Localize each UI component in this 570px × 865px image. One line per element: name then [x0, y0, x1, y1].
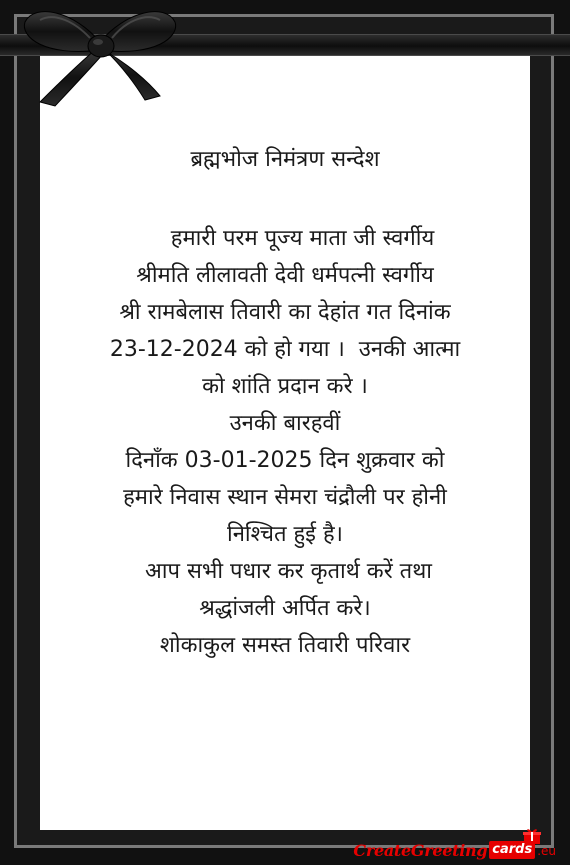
message-line: शोकाकुल समस्त तिवारी परिवार — [159, 633, 411, 658]
site-watermark-link[interactable] — [353, 825, 556, 861]
message-line: हमारी परम पूज्य माता जी स्वर्गीय — [135, 226, 435, 251]
message-line: हमारे निवास स्थान सेमरा चंद्रौली पर होनी — [123, 485, 447, 510]
message-line: निश्चित हुई है। — [227, 522, 343, 547]
condolence-message — [40, 140, 530, 664]
message-line: उनकी बारहवीं — [229, 411, 341, 436]
message-line: श्रीमति लीलावती देवी धर्मपत्नी स्वर्गीय — [136, 263, 434, 288]
card-title: ब्रह्मभोज निमंत्रण सन्देश — [190, 147, 380, 172]
message-line: दिनाँक 03-01-2025 दिन शुक्रवार को — [125, 448, 445, 473]
watermark-badge: cards — [489, 841, 535, 859]
message-line: आप सभी पधार कर कृतार्थ करें तथा — [138, 559, 432, 584]
watermark-tld: .eu — [537, 844, 556, 858]
black-ribbon-bow-icon — [15, 2, 185, 108]
message-line: 23-12-2024 को हो गया । उनकी आत्मा — [109, 337, 461, 362]
message-line: श्रद्धांजली अर्पित करे। — [199, 596, 371, 621]
message-line: श्री रामबेलास तिवारी का देहांत गत दिनांक — [119, 300, 451, 325]
blank-line — [40, 180, 530, 220]
watermark-brand: CreateGreeting — [353, 841, 488, 860]
message-line: को शांति प्रदान करे । — [202, 374, 368, 399]
